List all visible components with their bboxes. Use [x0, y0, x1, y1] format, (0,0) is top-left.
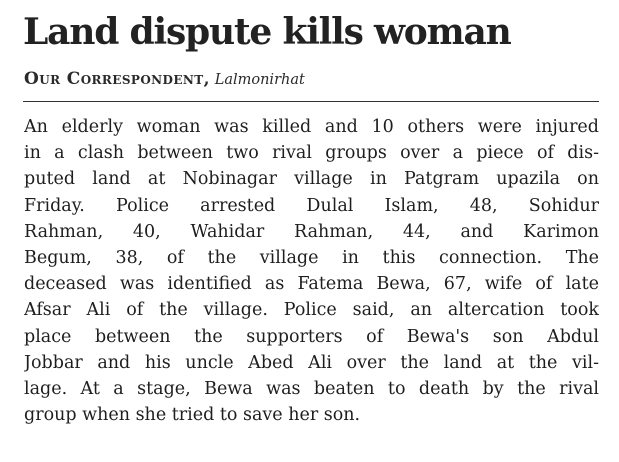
article-headline: Land dispute kills woman: [23, 11, 511, 53]
body-line: Afsar Ali of the village. Police said, an altercation took: [24, 300, 599, 321]
body-line: Rahman, 40, Wahidar Rahman, 44, and Karimon: [24, 221, 599, 242]
body-line: group when she tried to save her son.: [24, 405, 361, 426]
byline-author: Our Correspondent,: [24, 69, 210, 89]
body-line: Friday. Police arrested Dulal Islam, 48, Sohidur: [24, 195, 599, 216]
body-line: puted land at Nobinagar village in Patgram upazila on: [24, 169, 599, 190]
body-line: Jobbar and his uncle Abed Ali over the land at the vil-: [24, 352, 599, 373]
body-line: deceased was identified as Fatema Bewa, 67, wife of late: [24, 274, 599, 295]
body-line: Begum, 38, of the village in this connection. The: [24, 247, 599, 268]
headline-divider: [23, 101, 599, 102]
byline-location: Lalmonirhat: [214, 72, 305, 88]
byline: [24, 69, 305, 89]
clipped-previous-article: [0, 0, 619, 7]
body-line: place between the supporters of Bewa's son Abdul: [24, 326, 599, 347]
body-line: in a clash between two rival groups over a piece of dis-: [24, 143, 599, 164]
body-line: An elderly woman was killed and 10 others were injured: [24, 117, 599, 137]
body-line: lage. At a stage, Bewa was beaten to death by the rival: [24, 378, 599, 399]
article-body: [24, 114, 599, 428]
